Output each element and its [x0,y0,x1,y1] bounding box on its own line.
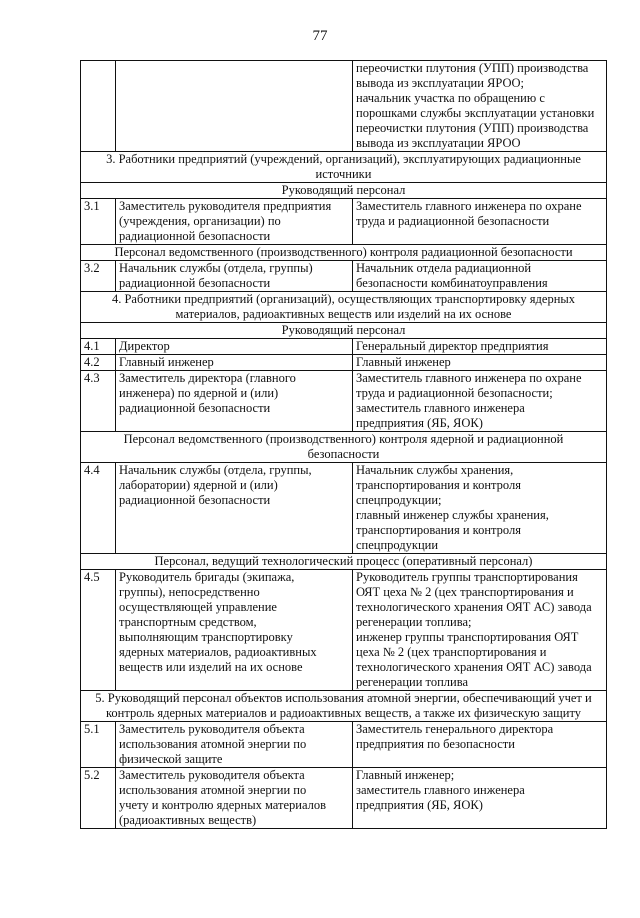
subheading [81,183,607,199]
responsible-cell-line: заместитель главного инженера [356,783,525,797]
position-cell [116,722,353,768]
responsible-cell [353,339,607,355]
heading-line: 3. Работники предприятий (учреждений, организаций), эксплуатирующих радиационные [106,152,581,166]
responsible-cell-line: Начальник отдела радиационной [356,261,532,275]
responsible-cell-line: транспортирования и контроля [356,523,521,537]
table-row [81,199,607,245]
responsible-cell-line: безопасности комбинатоуправления [356,276,548,290]
subheading [81,554,607,570]
subheading [81,432,607,463]
subheading-row [81,323,607,339]
position-cell-line: веществ или изделий на их основе [119,660,303,674]
responsible-cell-line: технологического хранения ОЯТ АС) завода [356,600,592,614]
responsible-cell-line: труда и радиационной безопасности; [356,386,553,400]
responsible-cell-line: Начальник службы хранения, [356,463,514,477]
responsible-cell [353,570,607,691]
responsible-cell-line: заместитель главного инженера [356,401,525,415]
position-cell [116,570,353,691]
section-heading [81,292,607,323]
table-row [81,768,607,829]
heading-line: безопасности [307,447,380,461]
item-number: 3.2 [81,261,116,292]
position-cell [116,463,353,554]
responsible-cell-line: регенерации топлива [356,675,468,689]
responsible-cell [353,261,607,292]
responsible-cell-line: Главный инженер; [356,768,455,782]
position-cell [116,371,353,432]
heading-line: 5. Руководящий персонал объектов использования атомной энергии, обеспечивающий учет и [95,691,592,705]
heading-line: источники [315,167,372,181]
item-number: 3.1 [81,199,116,245]
position-cell-line: выполняющим транспортировку [119,630,293,644]
responsible-cell-line: Заместитель главного инженера по охране [356,199,582,213]
position-cell-line: Заместитель директора (главного [119,371,296,385]
subheading [81,323,607,339]
responsible-cell-line: Главный инженер [356,355,451,369]
position-cell-line: транспортным средством, [119,615,257,629]
table-row [81,339,607,355]
heading-line: Персонал ведомственного (производственного) контроля радиационной безопасности [114,245,573,259]
item-number: 4.4 [81,463,116,554]
item-number [81,61,116,152]
responsible-cell-line: технологического хранения ОЯТ АС) завода [356,660,592,674]
responsible-cell-line: Генеральный директор предприятия [356,339,549,353]
responsible-cell-line: предприятия (ЯБ, ЯОК) [356,798,483,812]
position-cell-line: Заместитель руководителя объекта [119,722,305,736]
responsible-cell-line: Заместитель главного инженера по охране [356,371,582,385]
item-number: 4.2 [81,355,116,371]
responsible-cell-line: цеха № 2 (цех транспортирования и [356,645,547,659]
responsible-cell-line: спецпродукции [356,538,439,552]
responsible-cell [353,355,607,371]
responsible-cell-line: вывода из эксплуатации ЯРОО; [356,76,525,90]
responsible-cell-line: предприятия (ЯБ, ЯОК) [356,416,483,430]
position-cell-line: осуществляющей управление [119,600,277,614]
section-heading [81,691,607,722]
responsible-cell-line: Заместитель генерального директора [356,722,554,736]
position-cell-line: учету и контролю ядерных материалов [119,798,327,812]
position-cell-line: радиационной безопасности [119,493,271,507]
responsible-cell-line: вывода из эксплуатации ЯРОО [356,136,521,150]
table-row [81,61,607,152]
heading-line: материалов, радиоактивных веществ или изделий на их основе [175,307,512,321]
position-cell-line: физической защите [119,752,223,766]
table-row [81,371,607,432]
section-heading [81,152,607,183]
heading-line: Персонал ведомственного (производственного) контроля ядерной и радиационной [123,432,564,446]
position-cell-line: группы), непосредственно [119,585,260,599]
responsible-cell [353,199,607,245]
personnel-table-body [81,61,607,829]
responsible-cell [353,768,607,829]
item-number: 4.5 [81,570,116,691]
position-cell-line: использования атомной энергии по [119,783,307,797]
position-cell-line: Директор [119,339,170,353]
heading-line: 4. Работники предприятий (организаций), осуществляющих транспортировку ядерных [111,292,576,306]
table-row [81,463,607,554]
position-cell-line: лаборатории) ядерной и (или) [119,478,278,492]
heading-line: Руководящий персонал [281,183,406,197]
item-number: 4.1 [81,339,116,355]
position-cell-line: радиационной безопасности [119,276,271,290]
responsible-cell-line: труда и радиационной безопасности [356,214,550,228]
responsible-cell [353,61,607,152]
responsible-cell-line: регенерации топлива; [356,615,472,629]
section-heading-row [81,292,607,323]
position-cell [116,61,353,152]
position-cell [116,355,353,371]
personnel-table [80,60,607,829]
responsible-cell-line: ОЯТ цеха № 2 (цех транспортирования и [356,585,574,599]
section-heading-row [81,152,607,183]
position-cell-line: Начальник службы (отдела, группы) [119,261,313,275]
responsible-cell-line: Руководитель группы транспортирования [356,570,578,584]
item-number: 5.1 [81,722,116,768]
position-cell [116,199,353,245]
position-cell-line: (учреждения, организации) по [119,214,281,228]
item-number: 4.3 [81,371,116,432]
responsible-cell-line: начальник участка по обращению с [356,91,545,105]
subheading [81,245,607,261]
position-cell-line: ядерных материалов, радиоактивных [119,645,317,659]
subheading-row [81,432,607,463]
position-cell-line: Главный инженер [119,355,214,369]
position-cell-line: Заместитель руководителя предприятия [119,199,332,213]
page-number: 77 [312,28,328,44]
table-row [81,570,607,691]
heading-line: Персонал, ведущий технологический процесс (оперативный персонал) [154,554,533,568]
subheading-row [81,183,607,199]
position-cell-line: Руководитель бригады (экипажа, [119,570,295,584]
responsible-cell-line: переочистки плутония (УПП) производства [356,61,589,75]
responsible-cell [353,371,607,432]
responsible-cell-line: переочистки плутония (УПП) производства [356,121,589,135]
table-row [81,355,607,371]
position-cell-line: использования атомной энергии по [119,737,307,751]
table-row [81,722,607,768]
responsible-cell-line: транспортирования и контроля [356,478,521,492]
position-cell [116,261,353,292]
subheading-row [81,554,607,570]
responsible-cell-line: инженер группы транспортирования ОЯТ [356,630,579,644]
position-cell-line: Заместитель руководителя объекта [119,768,305,782]
item-number: 5.2 [81,768,116,829]
heading-line: Руководящий персонал [281,323,406,337]
responsible-cell-line: порошками службы эксплуатации установки [356,106,595,120]
responsible-cell-line: спецпродукции; [356,493,442,507]
position-cell-line: (радиоактивных веществ) [119,813,257,827]
position-cell [116,768,353,829]
responsible-cell [353,722,607,768]
section-heading-row [81,691,607,722]
subheading-row [81,245,607,261]
position-cell [116,339,353,355]
position-cell-line: Начальник службы (отдела, группы, [119,463,312,477]
table-row [81,261,607,292]
position-cell-line: инженера) по ядерной и (или) [119,386,279,400]
heading-line: контроль ядерных материалов и радиоактивных веществ, а также их физическую защиту [105,706,582,720]
responsible-cell-line: главный инженер службы хранения, [356,508,549,522]
position-cell-line: радиационной безопасности [119,401,271,415]
responsible-cell [353,463,607,554]
position-cell-line: радиационной безопасности [119,229,271,243]
responsible-cell-line: предприятия по безопасности [356,737,515,751]
